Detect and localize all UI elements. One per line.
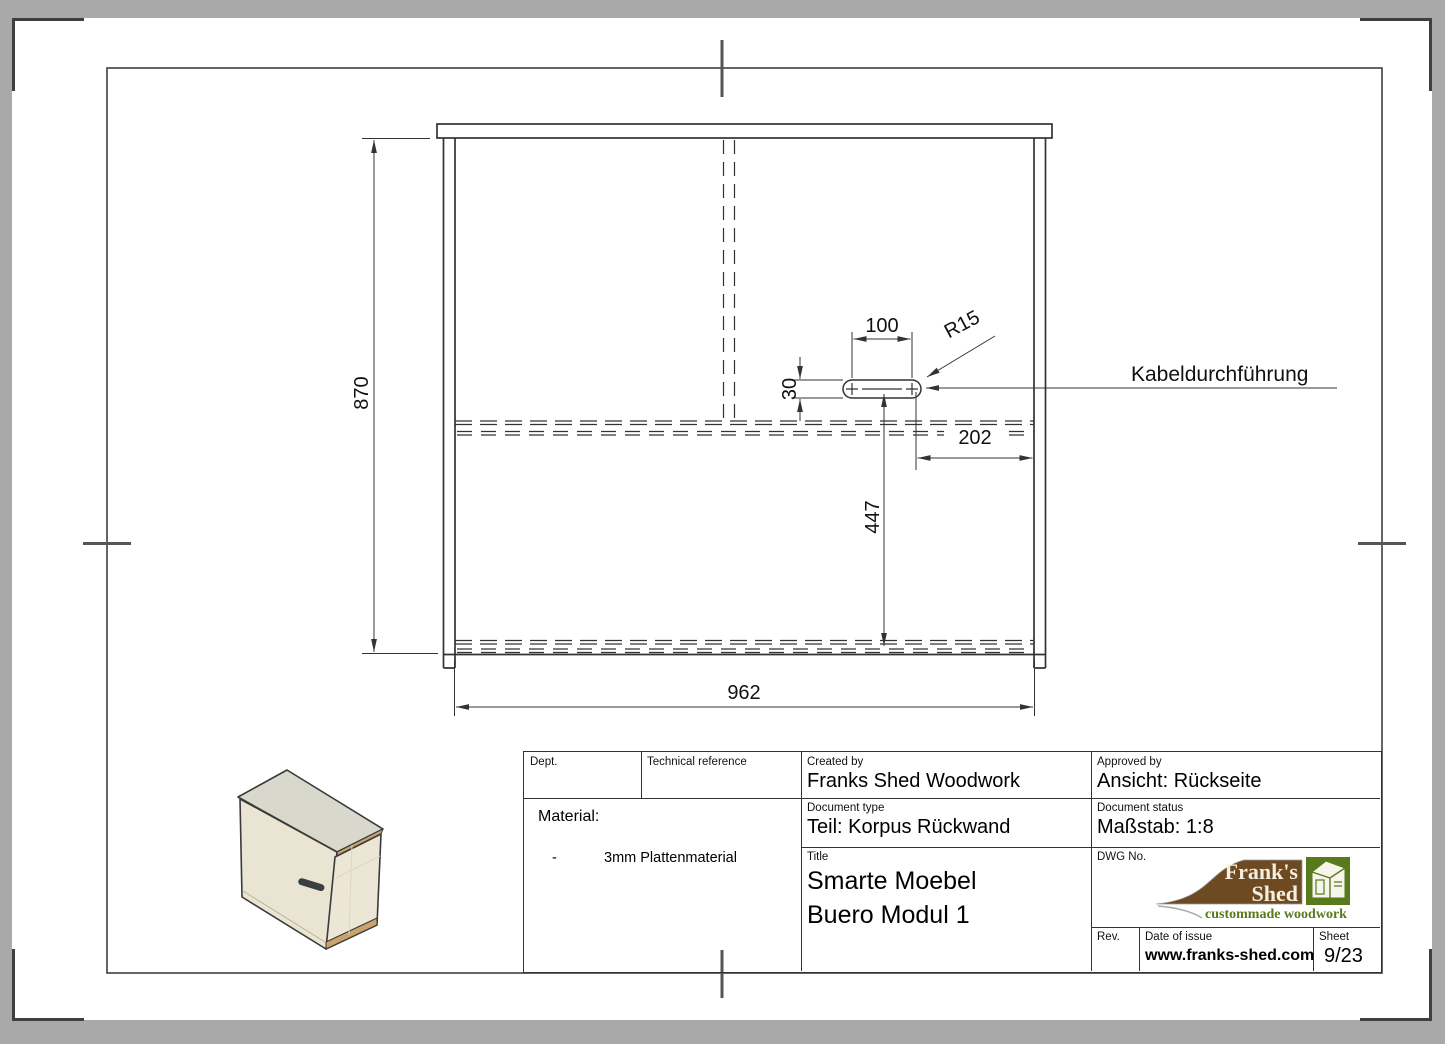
logo-swoosh-shadow [1158,906,1202,918]
panel-outline [437,124,1052,668]
dim-100-text: 100 [865,315,899,337]
sheet-label: Sheet [1319,931,1350,943]
dimension-870 [351,139,438,654]
logo-text-line2: Shed [1251,881,1298,906]
rev-label: Rev. [1097,931,1120,943]
website-text: www.franks-shed.com [1145,947,1315,964]
back-panel-view [437,124,1052,668]
dim-202-text: 202 [958,427,992,449]
cable-slot [843,380,921,398]
technical-reference-label: Technical reference [647,756,747,768]
part-title-line1: Smarte Moebel [807,867,977,895]
document-status-label: Document status [1097,802,1184,814]
dept-label: Dept. [530,756,558,768]
created-by-label: Created by [807,756,864,768]
logo-tagline: custommade woodwork [1205,907,1347,922]
franks-shed-logo [1152,852,1358,922]
dim-870-text: 870 [351,376,373,410]
radius-callout [927,306,995,377]
document-type-value: Teil: Korpus Rückwand [807,816,1011,838]
approved-by-value: Ansicht: Rückseite [1097,770,1262,792]
title-block [523,751,1382,973]
dim-962-text: 962 [727,682,761,704]
radius-text: R15 [940,306,984,344]
title-label: Title [807,851,829,863]
sheet-number: 9/23 [1324,945,1363,967]
logo-text-line1: Frank's [1224,859,1298,884]
hidden-partition [724,140,735,421]
part-title-line2: Buero Modul 1 [807,901,970,929]
dim-30-text: 30 [779,377,801,401]
cable-callout-text: Kabeldurchführung [1131,363,1309,386]
date-of-issue-label: Date of issue [1145,931,1213,943]
material-dash: - [552,850,557,866]
dimension-30 [779,357,843,421]
created-by-value: Franks Shed Woodwork [807,770,1021,792]
document-type-label: Document type [807,802,885,814]
cabinet-isometric-view [238,770,383,949]
material-value: 3mm Plattenmaterial [604,850,737,866]
cable-callout [926,363,1337,388]
dimension-100 [852,315,912,378]
dimensions [351,139,1337,717]
dim-447-text: 447 [862,500,884,534]
dimension-962 [455,660,1035,716]
material-label: Material: [538,808,600,825]
document-status-value: Maßstab: 1:8 [1097,816,1214,838]
approved-by-label: Approved by [1097,756,1162,768]
hidden-bottom-panel [455,641,1034,653]
dwg-no-label: DWG No. [1097,851,1147,863]
